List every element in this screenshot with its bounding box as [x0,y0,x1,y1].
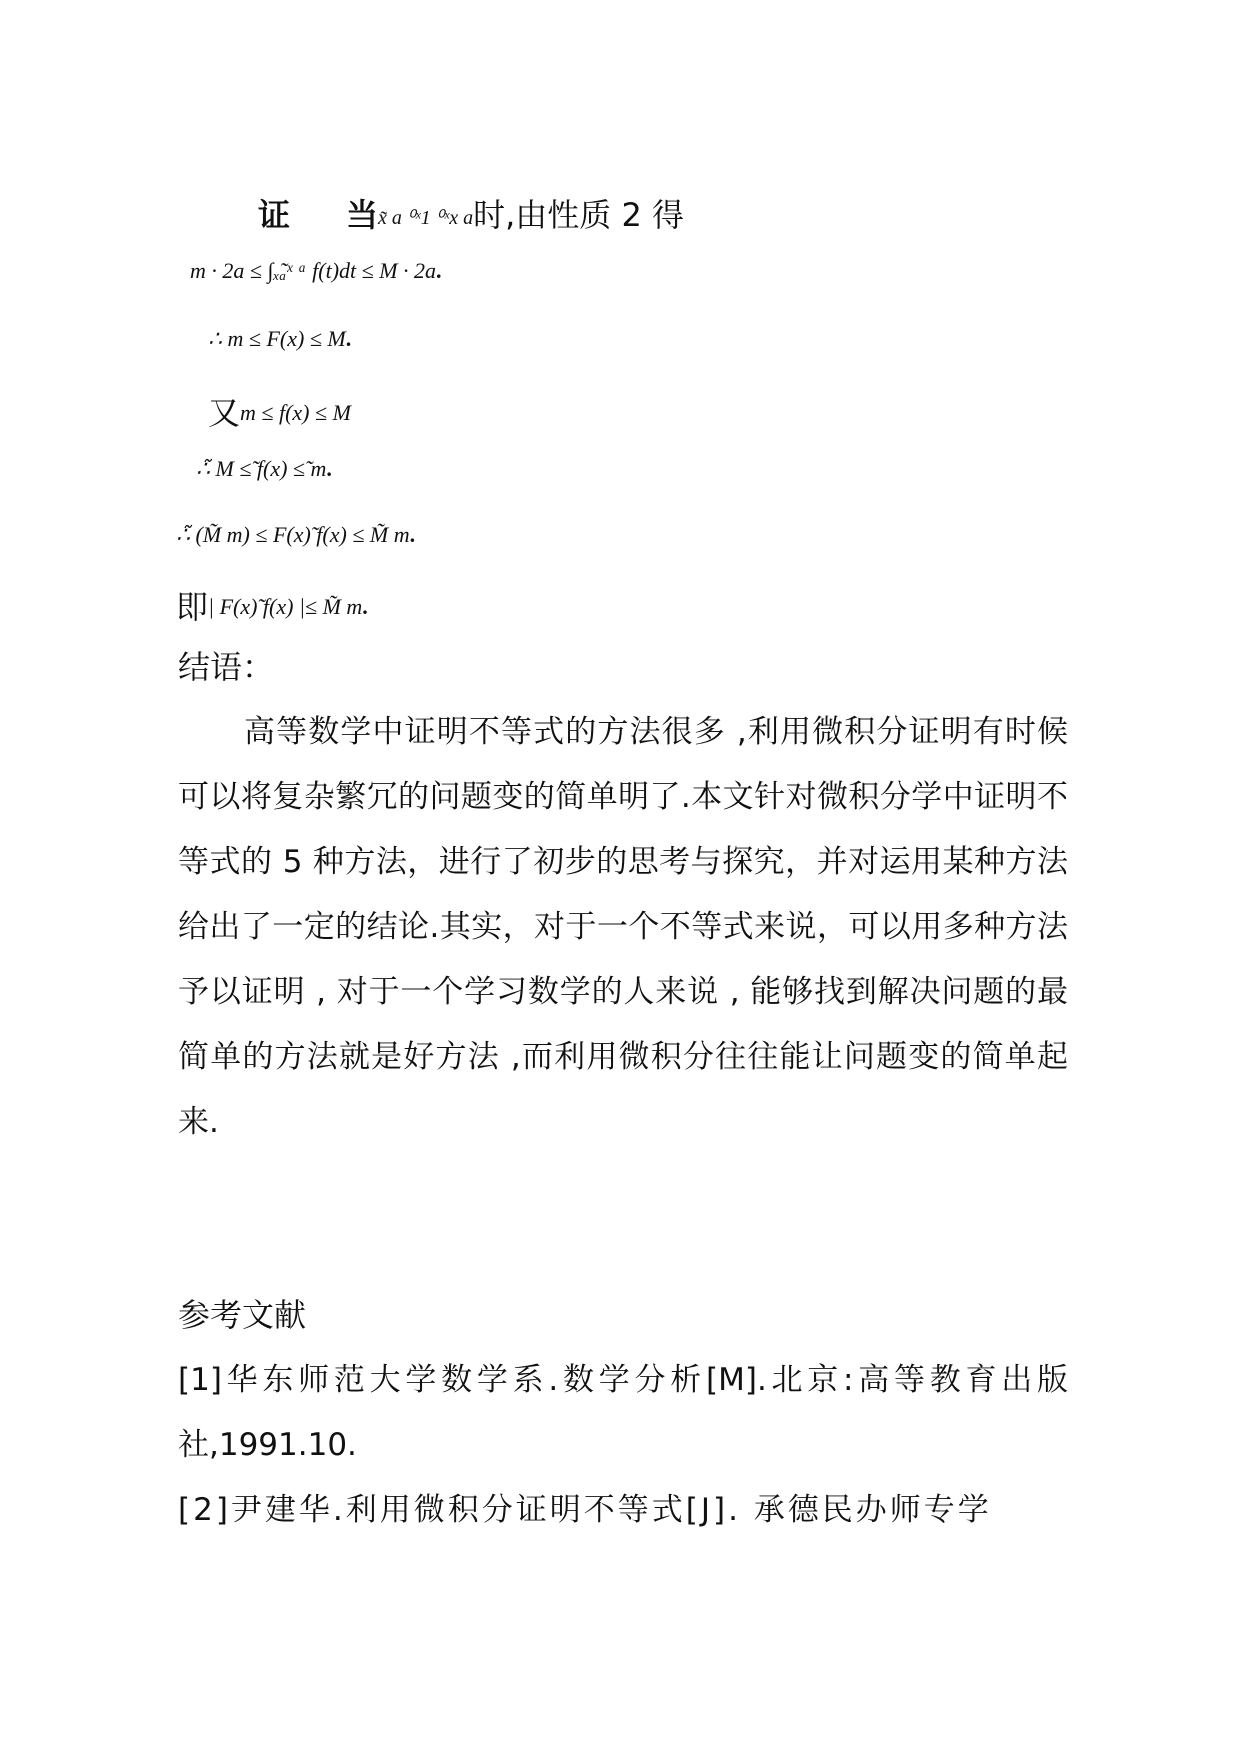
reference-2: [2]尹建华.利用微积分证明不等式[J]. 承德民办师专学 [178,1492,992,1528]
reference-1: [1]华东师范大学数学系.数学分析[M].北京:高等教育出版社,1991.10. [178,1362,1068,1463]
equation-4: ∴̃ M ≤̃ f(x) ≤̃ m. [196,456,332,481]
equation-6: 即| F(x)̃ f(x) |≤ M̃ m. [176,588,368,626]
equation-3-prefix: 又 [208,394,241,432]
conclusion-heading: 结语： [178,648,275,686]
equation-1: m · 2a ≤ ∫ₓ̃ₐˣ ᵃ f(t)dt ≤ M · 2a. [190,258,442,283]
equation-3: 又m ≤ f(x) ≤ M [208,394,351,432]
proof-condition: x̃ a ⁰ˣ1 ⁰ˣx a [378,207,474,229]
equation-6-prefix: 即 [176,588,209,626]
proof-tail: 时,由性质 2 得 [473,196,684,234]
references-heading: 参考文献 [178,1296,307,1334]
proof-when: 当 [346,196,379,234]
proof-statement [258,190,684,236]
proof-label: 证 [258,196,291,234]
equation-5: ∴̃ (M̃ m) ≤ F(x)̃ f(x) ≤ M̃ m. [176,522,416,547]
equation-2: ∴ m ≤ F(x) ≤ M. [208,326,352,351]
conclusion-paragraph: 高等数学中证明不等式的方法很多 ,利用微积分证明有时候可以将复杂繁冗的问题变的简单明了.本文针对微积分学中证明不等式的 5 种方法，进行了初步的思考与探究，并对运用某种方法给出了一定的结论.其实，对于一个不等式来说，可以用多种方法予以证明 , 对于一个学习数学的人来说 , 能够找到解决问题的最简单的方法就是好方法 ,而利用微积分往往能让问题变的简单起来. [178,714,1068,1140]
